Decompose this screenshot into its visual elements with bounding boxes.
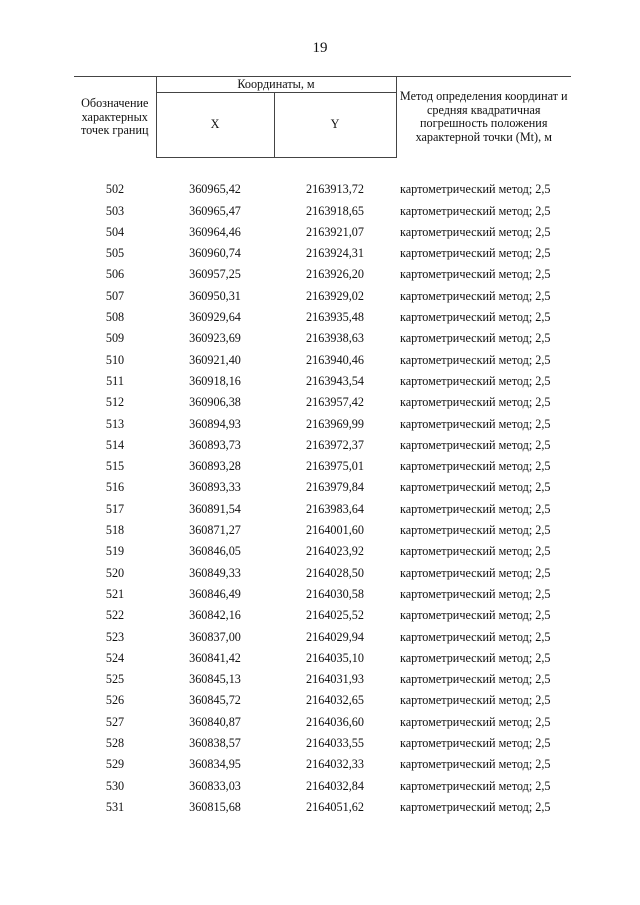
table-row [74,584,571,605]
cell-method: картометрический метод; 2,5 [400,203,551,218]
cell-point-number: 507 [105,288,125,303]
table-row [74,477,571,498]
cell-point-number: 527 [105,714,125,729]
cell-method: картометрический метод; 2,5 [400,267,551,282]
cell-point-number: 526 [105,693,125,708]
cell-method: картометрический метод; 2,5 [400,182,551,197]
table-row [74,371,571,392]
cell-y-coordinate: 2164033,55 [306,736,364,751]
table-row [74,201,571,222]
table-row [74,563,571,584]
cell-point-number: 521 [105,586,125,601]
cell-y-coordinate: 2163926,20 [306,267,364,282]
cell-x-coordinate: 360840,87 [189,714,241,729]
cell-point-number: 516 [105,480,125,495]
cell-method: картометрический метод; 2,5 [400,672,551,687]
coordinates-table [74,76,571,818]
cell-y-coordinate: 2163929,02 [306,288,364,303]
cell-method: картометрический метод; 2,5 [400,544,551,559]
cell-x-coordinate: 360957,25 [189,267,241,282]
cell-y-coordinate: 2163975,01 [306,459,364,474]
table-row [74,733,571,754]
table-row [74,435,571,456]
table-row [74,264,571,285]
cell-point-number: 530 [105,778,125,793]
header-coordinates: Координаты, м [156,77,396,93]
cell-x-coordinate: 360834,95 [189,757,241,772]
table-row [74,307,571,328]
cell-y-coordinate: 2163918,65 [306,203,364,218]
cell-point-number: 504 [105,224,125,239]
cell-x-coordinate: 360964,46 [189,224,241,239]
cell-x-coordinate: 360846,49 [189,586,241,601]
cell-method: картометрический метод; 2,5 [400,778,551,793]
cell-method: картометрический метод; 2,5 [400,799,551,814]
header-x: X [156,93,274,158]
table-row [74,754,571,775]
table-row [74,648,571,669]
cell-point-number: 505 [105,246,125,261]
table-row [74,669,571,690]
cell-point-number: 512 [105,395,125,410]
cell-point-number: 514 [105,437,125,452]
cell-point-number: 525 [105,672,125,687]
cell-y-coordinate: 2163969,99 [306,416,364,431]
cell-method: картометрический метод; 2,5 [400,310,551,325]
cell-y-coordinate: 2164028,50 [306,565,364,580]
cell-method: картометрический метод; 2,5 [400,352,551,367]
cell-y-coordinate: 2163924,31 [306,246,364,261]
cell-point-number: 508 [105,310,125,325]
table-row [74,499,571,520]
cell-method: картометрический метод; 2,5 [400,459,551,474]
cell-x-coordinate: 360845,13 [189,672,241,687]
cell-x-coordinate: 360833,03 [189,778,241,793]
cell-x-coordinate: 360838,57 [189,736,241,751]
cell-point-number: 510 [105,352,125,367]
cell-point-number: 515 [105,459,125,474]
cell-method: картометрический метод; 2,5 [400,586,551,601]
cell-y-coordinate: 2164029,94 [306,629,364,644]
cell-method: картометрический метод; 2,5 [400,416,551,431]
cell-method: картометрический метод; 2,5 [400,650,551,665]
cell-y-coordinate: 2163921,07 [306,224,364,239]
cell-y-coordinate: 2164031,93 [306,672,364,687]
cell-point-number: 531 [105,799,125,814]
cell-x-coordinate: 360849,33 [189,565,241,580]
cell-y-coordinate: 2163972,37 [306,437,364,452]
cell-y-coordinate: 2163983,64 [306,501,364,516]
cell-y-coordinate: 2164032,65 [306,693,364,708]
cell-point-number: 524 [105,650,125,665]
cell-method: картометрический метод; 2,5 [400,736,551,751]
cell-method: картометрический метод; 2,5 [400,693,551,708]
cell-x-coordinate: 360929,64 [189,310,241,325]
cell-point-number: 518 [105,523,125,538]
table-row [74,243,571,264]
cell-x-coordinate: 360950,31 [189,288,241,303]
cell-x-coordinate: 360837,00 [189,629,241,644]
cell-method: картометрический метод; 2,5 [400,395,551,410]
cell-y-coordinate: 2164032,84 [306,778,364,793]
table-row [74,797,571,818]
table-row [74,541,571,562]
table-row [74,286,571,307]
cell-x-coordinate: 360894,93 [189,416,241,431]
cell-point-number: 502 [105,182,125,197]
table-row [74,776,571,797]
table-row [74,328,571,349]
cell-y-coordinate: 2163913,72 [306,182,364,197]
cell-x-coordinate: 360960,74 [189,246,241,261]
cell-point-number: 528 [105,736,125,751]
cell-x-coordinate: 360906,38 [189,395,241,410]
cell-method: картометрический метод; 2,5 [400,480,551,495]
cell-x-coordinate: 360918,16 [189,373,241,388]
cell-y-coordinate: 2164023,92 [306,544,364,559]
cell-y-coordinate: 2164001,60 [306,523,364,538]
cell-method: картометрический метод; 2,5 [400,714,551,729]
cell-x-coordinate: 360842,16 [189,608,241,623]
cell-y-coordinate: 2163938,63 [306,331,364,346]
cell-point-number: 523 [105,629,125,644]
cell-method: картометрический метод; 2,5 [400,288,551,303]
cell-method: картометрический метод; 2,5 [400,224,551,239]
cell-y-coordinate: 2164051,62 [306,799,364,814]
cell-x-coordinate: 360845,72 [189,693,241,708]
table-row [74,414,571,435]
table-row [74,627,571,648]
cell-y-coordinate: 2164036,60 [306,714,364,729]
cell-x-coordinate: 360891,54 [189,501,241,516]
cell-y-coordinate: 2164035,10 [306,650,364,665]
cell-point-number: 517 [105,501,125,516]
table-row [74,712,571,733]
table-row [74,520,571,541]
table-header [74,77,571,158]
header-y: Y [274,93,396,158]
cell-x-coordinate: 360846,05 [189,544,241,559]
table-row [74,179,571,200]
cell-point-number: 511 [106,373,124,388]
header-point-designation: Обозначение характерных точек границ [74,77,156,158]
cell-point-number: 506 [105,267,125,282]
cell-x-coordinate: 360871,27 [189,523,241,538]
cell-x-coordinate: 360921,40 [189,352,241,367]
table-row [74,350,571,371]
cell-x-coordinate: 360815,68 [189,799,241,814]
cell-method: картометрический метод; 2,5 [400,523,551,538]
cell-point-number: 522 [105,608,125,623]
cell-x-coordinate: 360841,42 [189,650,241,665]
cell-point-number: 503 [105,203,125,218]
cell-point-number: 519 [105,544,125,559]
cell-y-coordinate: 2163979,84 [306,480,364,495]
cell-x-coordinate: 360965,42 [189,182,241,197]
cell-point-number: 513 [105,416,125,431]
cell-method: картометрический метод; 2,5 [400,501,551,516]
cell-method: картометрический метод; 2,5 [400,246,551,261]
table-body [74,158,571,819]
cell-y-coordinate: 2163957,42 [306,395,364,410]
table-row [74,456,571,477]
cell-y-coordinate: 2164032,33 [306,757,364,772]
cell-method: картометрический метод; 2,5 [400,629,551,644]
cell-y-coordinate: 2163943,54 [306,373,364,388]
cell-x-coordinate: 360893,28 [189,459,241,474]
cell-x-coordinate: 360965,47 [189,203,241,218]
cell-y-coordinate: 2163940,46 [306,352,364,367]
cell-method: картометрический метод; 2,5 [400,437,551,452]
cell-y-coordinate: 2164030,58 [306,586,364,601]
cell-x-coordinate: 360893,33 [189,480,241,495]
page-number: 19 [312,40,328,56]
table-row [74,392,571,413]
cell-method: картометрический метод; 2,5 [400,608,551,623]
table-row [74,222,571,243]
cell-method: картометрический метод; 2,5 [400,373,551,388]
cell-y-coordinate: 2163935,48 [306,310,364,325]
cell-point-number: 520 [105,565,125,580]
cell-x-coordinate: 360923,69 [189,331,241,346]
cell-point-number: 509 [105,331,125,346]
cell-method: картометрический метод; 2,5 [400,331,551,346]
cell-y-coordinate: 2164025,52 [306,608,364,623]
cell-method: картометрический метод; 2,5 [400,565,551,580]
table-row [74,605,571,626]
cell-method: картометрический метод; 2,5 [400,757,551,772]
cell-point-number: 529 [105,757,125,772]
header-method: Метод определения координат и средняя квадратичная погрешность положения характерной точки (Mt), м [396,77,571,158]
table-row [74,690,571,711]
cell-x-coordinate: 360893,73 [189,437,241,452]
